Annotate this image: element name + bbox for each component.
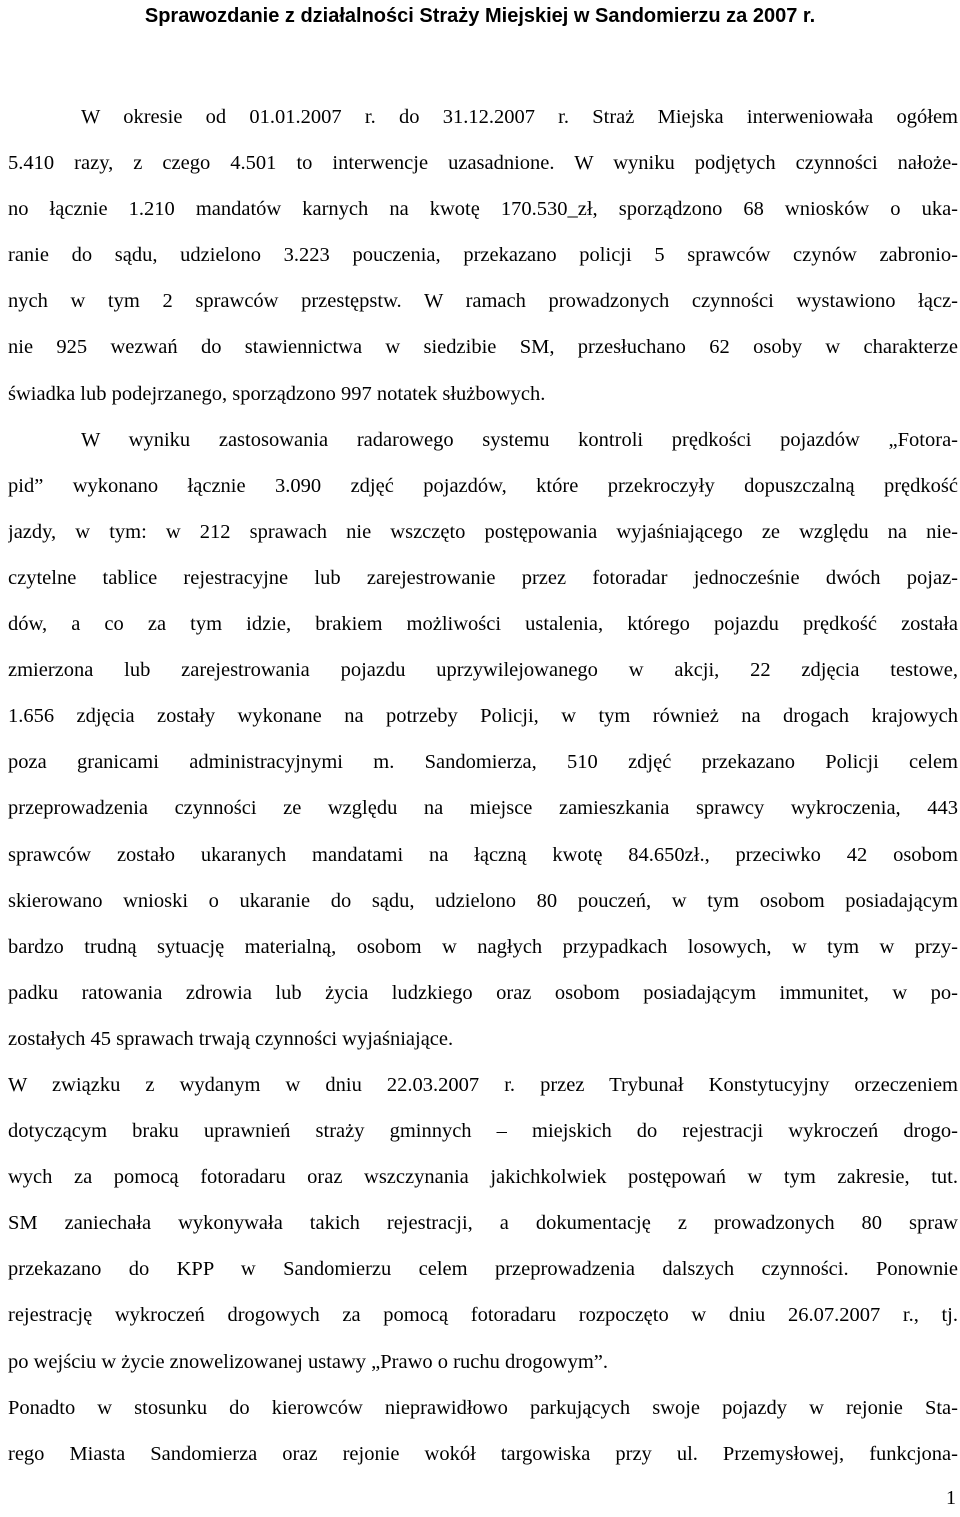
text-line: SM zaniechała wykonywała takich rejestracji, a dokumentację z prowadzonych 80 spraw (8, 1212, 958, 1235)
text-line: przekazano do KPP w Sandomierzu celem przeprowadzenia dalszych czynności. Ponownie (8, 1258, 958, 1281)
text-line: pid” wykonano łącznie 3.090 zdjęć pojazdów, które przekroczyły dopuszczalną prędkość (8, 474, 958, 497)
page-number: 1 (946, 1487, 956, 1509)
text-line: ranie do sądu, udzielono 3.223 pouczenia, przekazano policji 5 sprawców czynów zabronio- (8, 244, 958, 267)
text-line: padku ratowania zdrowia lub życia ludzkiego oraz osobom posiadającym immunitet, w po- (8, 981, 958, 1004)
text-line: sprawców zostało ukaranych mandatami na łączną kwotę 84.650zł., przeciwko 42 osobom (8, 843, 958, 866)
text-line: W okresie od 01.01.2007 r. do 31.12.2007 r. Straż Miejska interweniowała ogółem (81, 106, 958, 128)
text-line: 1.656 zdjęcia zostały wykonane na potrzeby Policji, w tym również na drogach krajowych (8, 705, 958, 728)
text-line: Ponadto w stosunku do kierowców nieprawidłowo parkujących swoje pojazdy w rejonie Sta- (8, 1396, 958, 1419)
text-line: po wejściu w życie znowelizowanej ustawy „Prawo o ruchu drogowym”. (8, 1350, 609, 1373)
text-line: jazdy, w tym: w 212 sprawach nie wszczęto postępowania wyjaśniającego ze względu na nie- (8, 520, 958, 543)
text-line: zostałych 45 sprawach trwają czynności wyjaśniające. (8, 1027, 454, 1050)
text-line: skierowano wnioski o ukaranie do sądu, udzielono 80 pouczeń, w tym osobom posiadającym (8, 889, 958, 912)
text-line: rego Miasta Sandomierza oraz rejonie wokół targowiska przy ul. Przemysłowej, funkcjona- (8, 1442, 958, 1465)
text-line: poza granicami administracyjnymi m. Sandomierza, 510 zdjęć przekazano Policji celem (8, 751, 958, 774)
text-line: świadka lub podejrzanego, sporządzono 997 notatek służbowych. (8, 382, 546, 405)
text-line: no łącznie 1.210 mandatów karnych na kwotę 170.530_zł, sporządzono 68 wniosków o uka- (8, 198, 958, 221)
text-line: bardzo trudną sytuację materialną, osobom w nagłych przypadkach losowych, w tym w przy- (8, 935, 958, 958)
text-line: 5.410 razy, z czego 4.501 to interwencje uzasadnione. W wyniku podjętych czynności nałoże- (8, 152, 958, 175)
text-line: nie 925 wezwań do stawiennictwa w siedzibie SM, przesłuchano 62 osoby w charakterze (8, 336, 958, 359)
text-line: czytelne tablice rejestracyjne lub zarejestrowanie przez fotoradar jednocześnie dwóch pojaz- (8, 566, 958, 589)
document-body (8, 94, 958, 1477)
text-line: W związku z wydanym w dniu 22.03.2007 r. przez Trybunał Konstytucyjny orzeczeniem (8, 1073, 958, 1096)
text-line: rejestrację wykroczeń drogowych za pomocą fotoradaru rozpoczęto w dniu 26.07.2007 r., tj. (8, 1304, 958, 1327)
text-line: nych w tym 2 sprawców przestępstw. W ramach prowadzonych czynności wystawiono łącz- (8, 290, 958, 313)
text-line: W wyniku zastosowania radarowego systemu kontroli prędkości pojazdów „Fotora- (81, 428, 958, 451)
text-line: dotyczącym braku uprawnień straży gminnych – miejskich do rejestracji wykroczeń drogo- (8, 1120, 958, 1143)
document-title: Sprawozdanie z działalności Straży Miejskiej w Sandomierzu za 2007 r. (144, 5, 816, 27)
text-line: zmierzona lub zarejestrowania pojazdu uprzywilejowanego w akcji, 22 zdjęcia testowe, (8, 659, 958, 682)
text-line: przeprowadzenia czynności ze względu na miejsce zamieszkania sprawcy wykroczenia, 443 (8, 797, 958, 820)
text-line: wych za pomocą fotoradaru oraz wszczynania jakichkolwiek postępowań w tym zakresie, tut. (8, 1166, 958, 1189)
text-line: dów, a co za tym idzie, brakiem możliwości ustalenia, którego pojazdu prędkość została (8, 613, 958, 636)
